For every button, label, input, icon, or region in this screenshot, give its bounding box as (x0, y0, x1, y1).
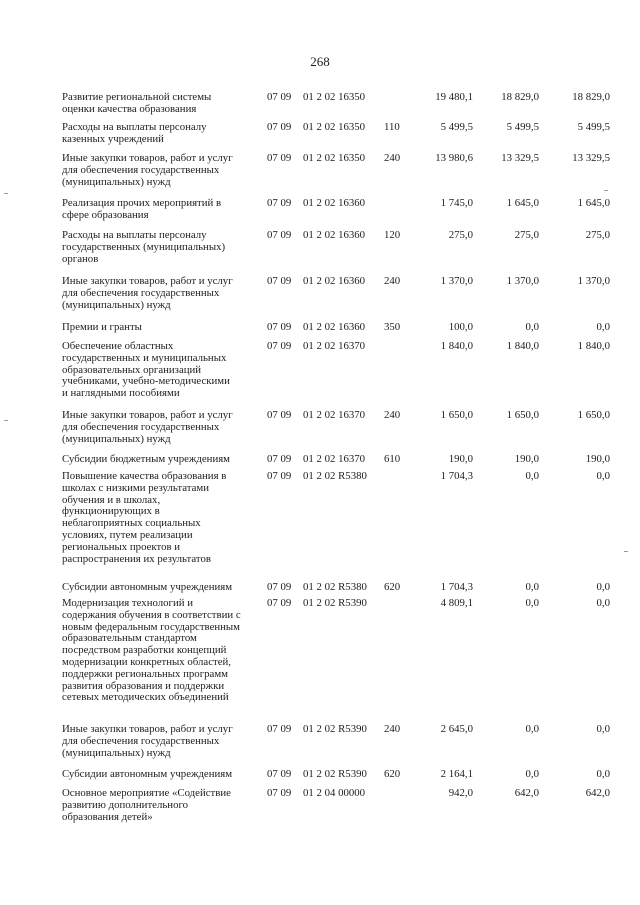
table-row (0, 122, 640, 153)
row-name: Иные закупки товаров, работ и услуг для обеспечения государственных (муниципальных) нужд (62, 152, 233, 188)
amount-year-3: 0,0 (596, 321, 610, 333)
amount-year-3: 0,0 (596, 581, 610, 593)
amount-year-2: 0,0 (525, 768, 539, 780)
target-code: 01 2 02 R5390 (303, 768, 367, 780)
amount-year-2: 275,0 (514, 229, 539, 241)
expense-code: 240 (384, 409, 401, 421)
row-name: Субсидии автономным учреждениям (62, 581, 233, 593)
amount-year-3: 190,0 (585, 453, 610, 465)
row-name: Реализация прочих мероприятий в сфере образования (62, 197, 222, 221)
amount-year-2: 1 645,0 (506, 197, 539, 209)
target-code: 01 2 02 16370 (303, 340, 366, 352)
table-row (0, 724, 640, 769)
table-row (0, 598, 640, 724)
target-code: 01 2 02 16350 (303, 91, 366, 103)
amount-year-3: 275,0 (585, 229, 610, 241)
expense-code: 610 (384, 453, 401, 465)
scan-mark (4, 420, 8, 421)
section-code: 07 09 (267, 91, 292, 103)
target-code: 01 2 02 R5380 (303, 581, 367, 593)
amount-year-2: 0,0 (525, 597, 539, 609)
amount-year-2: 1 370,0 (506, 275, 539, 287)
row-name: Повышение качества образования в школах с низкими результатами обучения и в школах, функционирующих в неблагоприятных социальных условиях, путем реализации региональных проектов и распространения их результатов (62, 470, 227, 565)
section-code: 07 09 (267, 723, 292, 735)
amount-year-1: 100,0 (448, 321, 473, 333)
amount-year-3: 1 650,0 (577, 409, 610, 421)
section-code: 07 09 (267, 597, 292, 609)
amount-year-3: 0,0 (596, 470, 610, 482)
section-code: 07 09 (267, 340, 292, 352)
section-code: 07 09 (267, 121, 292, 133)
table-row (0, 322, 640, 341)
expense-code: 620 (384, 581, 401, 593)
target-code: 01 2 02 16360 (303, 229, 366, 241)
section-code: 07 09 (267, 229, 292, 241)
amount-year-2: 1 650,0 (506, 409, 539, 421)
row-name: Субсидии бюджетным учреждениям (62, 453, 231, 465)
row-name: Расходы на выплаты персоналу государственных (муниципальных) органов (62, 229, 226, 265)
table-row (0, 410, 640, 454)
amount-year-3: 0,0 (596, 597, 610, 609)
target-code: 01 2 02 R5380 (303, 470, 367, 482)
amount-year-1: 13 980,6 (435, 152, 473, 164)
section-code: 07 09 (267, 275, 292, 287)
row-name: Расходы на выплаты персоналу казенных учреждений (62, 121, 207, 145)
amount-year-1: 275,0 (448, 229, 473, 241)
expense-code: 240 (384, 275, 401, 287)
target-code: 01 2 02 16370 (303, 409, 366, 421)
table-row (0, 92, 640, 122)
page-number: 268 (310, 54, 330, 69)
amount-year-3: 5 499,5 (577, 121, 610, 133)
table-row (0, 788, 640, 828)
section-code: 07 09 (267, 470, 292, 482)
amount-year-2: 0,0 (525, 470, 539, 482)
amount-year-1: 1 745,0 (440, 197, 473, 209)
row-name: Основное мероприятие «Содействие развитию дополнительного образования детей» (62, 787, 231, 823)
row-name: Развитие региональной системы оценки качества образования (62, 91, 212, 115)
scan-mark (604, 190, 608, 191)
section-code: 07 09 (267, 768, 292, 780)
amount-year-1: 1 370,0 (440, 275, 473, 287)
section-code: 07 09 (267, 197, 292, 209)
table-row (0, 769, 640, 788)
amount-year-2: 642,0 (514, 787, 539, 799)
amount-year-3: 1 645,0 (577, 197, 610, 209)
amount-year-1: 1 840,0 (440, 340, 473, 352)
amount-year-1: 5 499,5 (440, 121, 473, 133)
amount-year-2: 5 499,5 (506, 121, 539, 133)
section-code: 07 09 (267, 321, 292, 333)
table-row (0, 454, 640, 471)
expense-code: 120 (384, 229, 401, 241)
row-name: Иные закупки товаров, работ и услуг для обеспечения государственных (муниципальных) нужд (62, 723, 233, 759)
table-row (0, 198, 640, 230)
table-row (0, 582, 640, 598)
expense-code: 350 (384, 321, 401, 333)
amount-year-2: 13 329,5 (501, 152, 539, 164)
row-name: Иные закупки товаров, работ и услуг для обеспечения государственных (муниципальных) нужд (62, 275, 233, 311)
row-name: Модернизация технологий и содержания обучения в соответствии с новым федеральным государственным образовательным стандартом посредством разработки концепций модернизации конкретных областей, поддержки региональных программ развития образования и поддержки сетевых методических объединений (62, 597, 241, 704)
amount-year-1: 1 650,0 (440, 409, 473, 421)
amount-year-3: 0,0 (596, 723, 610, 735)
row-name: Иные закупки товаров, работ и услуг для обеспечения государственных (муниципальных) нужд (62, 409, 233, 445)
target-code: 01 2 02 16350 (303, 121, 366, 133)
target-code: 01 2 02 16350 (303, 152, 366, 164)
amount-year-1: 19 480,1 (435, 91, 473, 103)
section-code: 07 09 (267, 152, 292, 164)
amount-year-2: 0,0 (525, 581, 539, 593)
section-code: 07 09 (267, 453, 292, 465)
target-code: 01 2 04 00000 (303, 787, 366, 799)
row-name: Субсидии автономным учреждениям (62, 768, 233, 780)
table-row (0, 153, 640, 198)
expense-code: 110 (384, 121, 400, 133)
target-code: 01 2 02 16370 (303, 453, 366, 465)
amount-year-3: 13 329,5 (572, 152, 610, 164)
target-code: 01 2 02 16360 (303, 275, 366, 287)
target-code: 01 2 02 16360 (303, 321, 366, 333)
amount-year-2: 0,0 (525, 321, 539, 333)
amount-year-1: 2 645,0 (440, 723, 473, 735)
expense-code: 620 (384, 768, 401, 780)
amount-year-1: 4 809,1 (440, 597, 473, 609)
section-code: 07 09 (267, 787, 292, 799)
amount-year-3: 642,0 (585, 787, 610, 799)
table-row (0, 341, 640, 410)
amount-year-2: 18 829,0 (501, 91, 539, 103)
amount-year-1: 1 704,3 (440, 470, 473, 482)
amount-year-2: 0,0 (525, 723, 539, 735)
section-code: 07 09 (267, 409, 292, 421)
amount-year-3: 0,0 (596, 768, 610, 780)
scan-mark (624, 551, 628, 552)
section-code: 07 09 (267, 581, 292, 593)
amount-year-1: 190,0 (448, 453, 473, 465)
amount-year-2: 190,0 (514, 453, 539, 465)
table-row (0, 471, 640, 582)
amount-year-3: 1 370,0 (577, 275, 610, 287)
amount-year-1: 1 704,3 (440, 581, 473, 593)
amount-year-3: 18 829,0 (572, 91, 610, 103)
target-code: 01 2 02 R5390 (303, 597, 367, 609)
amount-year-2: 1 840,0 (506, 340, 539, 352)
target-code: 01 2 02 16360 (303, 197, 366, 209)
row-name: Обеспечение областных государственных и муниципальных образовательных организаций учебниками, учебно-методическими и наглядными пособиями (62, 340, 230, 400)
amount-year-1: 942,0 (448, 787, 473, 799)
expense-code: 240 (384, 152, 401, 164)
row-name: Премии и гранты (62, 321, 142, 333)
amount-year-1: 2 164,1 (440, 768, 473, 780)
scan-mark (4, 193, 8, 194)
budget-table (0, 92, 640, 828)
table-row (0, 276, 640, 322)
expense-code: 240 (384, 723, 401, 735)
table-row (0, 230, 640, 276)
target-code: 01 2 02 R5390 (303, 723, 367, 735)
amount-year-3: 1 840,0 (577, 340, 610, 352)
